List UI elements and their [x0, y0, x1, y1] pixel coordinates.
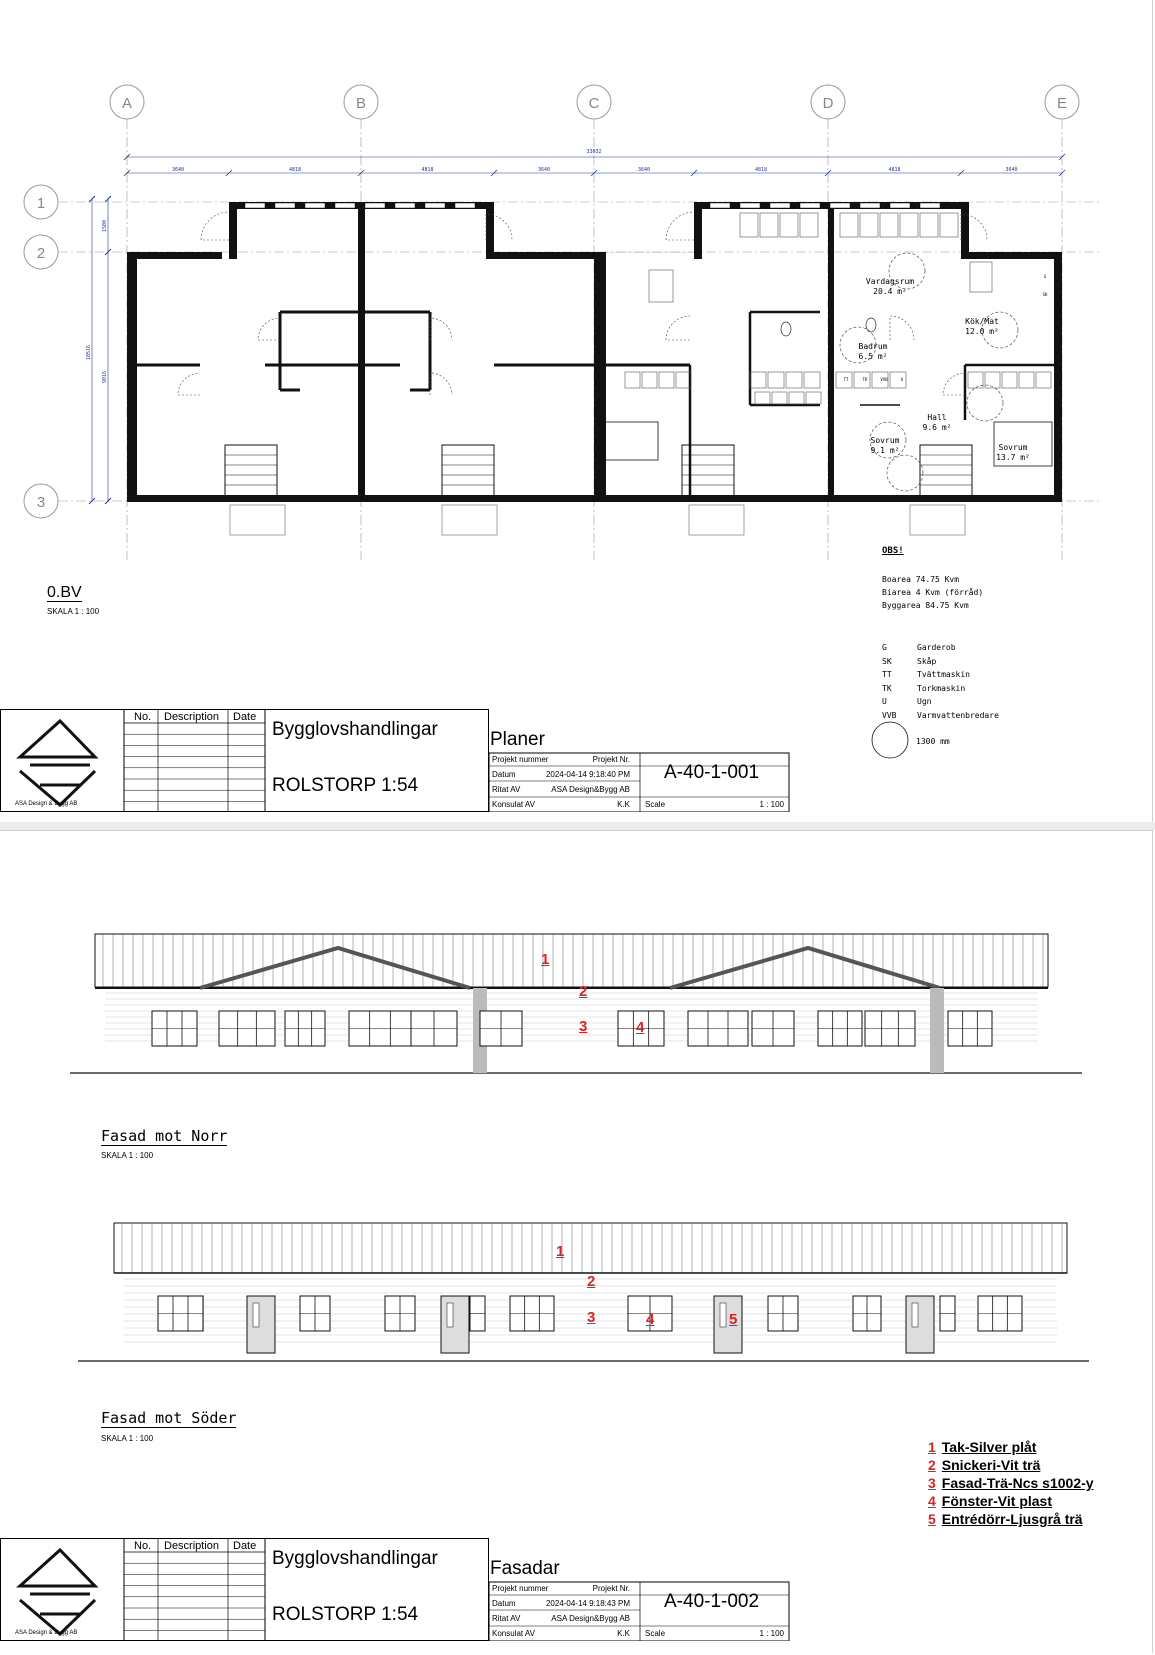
window: [752, 1011, 794, 1046]
turning-circle: [967, 385, 1003, 421]
project-name: ROLSTORP 1:54: [272, 1604, 419, 1625]
rev-header-description: Description: [164, 1540, 220, 1552]
window: [853, 1296, 881, 1331]
wardrobe: [642, 372, 657, 388]
south-marker-1: 1: [556, 1243, 565, 1260]
company-name: ASA Design & Bygg AB: [15, 1630, 78, 1636]
south-roof: [114, 1223, 1067, 1273]
room-name: Sovrum: [870, 436, 900, 445]
dim-segment: 4818: [888, 167, 901, 173]
south-marker-5: 5: [729, 1311, 738, 1328]
appliance-code: TK: [862, 377, 868, 382]
window: [860, 203, 880, 208]
appliance-code: G: [1043, 274, 1047, 279]
area-note-line: Byggarea 84.75 Kvm: [882, 601, 969, 610]
area-note-line: Biarea 4 Kvm (förråd): [882, 588, 984, 597]
turning-circle: [887, 455, 923, 491]
dim-segment: 3640: [637, 167, 651, 173]
wardrobe: [806, 392, 821, 404]
title-block: [0, 1538, 790, 1641]
material-legend-row: 1 Tak-Silver plåt: [928, 1439, 1037, 1455]
sheet-plan: [0, 0, 1153, 822]
dim-segment: 3640: [1005, 167, 1018, 173]
dim-segment: 4818: [754, 167, 768, 173]
scale-label: Scale: [645, 1629, 666, 1638]
konsulat-value: K.K: [617, 800, 630, 809]
window: [411, 1011, 457, 1046]
entrance-door: [441, 1296, 469, 1353]
door-swing: [890, 316, 914, 340]
sheet-elevations: [0, 830, 1153, 1653]
window: [300, 1296, 330, 1331]
wall: [127, 252, 222, 259]
south-elevation-title: Fasad mot Söder: [101, 1409, 237, 1427]
wall: [594, 252, 606, 502]
room-name: Sovrum: [998, 443, 1028, 452]
material-legend-row: 5 Entrédörr-Ljusgrå trä: [928, 1511, 1083, 1527]
wardrobe: [789, 392, 804, 404]
window: [510, 1296, 554, 1331]
wardrobe: [625, 372, 640, 388]
grid-label-row: 2: [36, 245, 46, 262]
abbreviation-row: G Garderob: [882, 643, 956, 652]
scale-label: Scale: [645, 800, 666, 809]
datum-value: 2024-04-14 9:18:43 PM: [545, 1599, 630, 1608]
datum-value: 2024-04-14 9:18:40 PM: [545, 770, 630, 779]
entry-stairs: [920, 445, 972, 497]
entrance-door: [247, 1296, 275, 1353]
grid-label-col: A: [121, 95, 133, 112]
kitchen-cabinet: [780, 213, 798, 237]
company-logo: [20, 721, 95, 805]
window: [470, 1296, 485, 1331]
window: [920, 203, 940, 208]
window: [152, 1011, 197, 1046]
north-marker-1: 1: [541, 951, 550, 968]
rev-header-date: Date: [233, 1540, 257, 1552]
window: [768, 1296, 798, 1331]
room-name: Vardagsrum: [865, 277, 915, 286]
cabinet: [1002, 372, 1017, 388]
kitchen-cabinet: [900, 213, 918, 237]
datum-label: Datum: [492, 770, 516, 779]
ritat-label: Ritat AV: [492, 1614, 521, 1623]
appliance-code: SK: [1042, 292, 1048, 297]
material-legend-row: 2 Snickeri-Vit trä: [928, 1457, 1041, 1473]
wall: [694, 202, 702, 259]
north-pillar: [930, 988, 944, 1073]
sheet-separator: [0, 822, 1155, 830]
dining-table: [649, 270, 673, 302]
kitchen-cabinet: [840, 213, 858, 237]
entry-stairs: [225, 445, 277, 497]
window: [830, 203, 850, 208]
view-title: 0.BV: [47, 584, 82, 601]
window: [688, 1011, 748, 1046]
projekt-nummer-label: Projekt nummer: [492, 755, 549, 764]
company-logo: [20, 1550, 95, 1634]
window: [890, 203, 910, 208]
abbreviation-row: SK Skåp: [882, 656, 937, 666]
ritat-label: Ritat AV: [492, 785, 521, 794]
door-swing: [430, 318, 452, 340]
project-phase: Bygglovshandlingar: [272, 719, 438, 740]
room-area: 13.7 m²: [996, 453, 1030, 462]
door-swing: [666, 212, 694, 240]
konsulat-value: K.K: [617, 1629, 630, 1638]
dim-segment: 3640: [537, 167, 551, 173]
konsulat-label: Konsulat AV: [492, 800, 535, 809]
room-area: 9.1 m²: [870, 446, 900, 455]
datum-label: Datum: [492, 1599, 516, 1608]
wardrobe: [755, 392, 770, 404]
abbreviation-row: TK Torkmaskin: [882, 683, 966, 693]
abbreviation-row: U Ugn: [882, 697, 932, 706]
laundry-unit: [890, 372, 906, 388]
material-legend-row: 4 Fönster-Vit plast: [928, 1493, 1052, 1509]
grid-label-col: C: [588, 95, 600, 112]
dim-vertical: 1500: [102, 219, 108, 232]
appliance-code: VVB: [880, 377, 888, 382]
wardrobe: [772, 392, 787, 404]
grid-label-row: 1: [36, 195, 46, 212]
entry-step: [230, 505, 285, 535]
konsulat-label: Konsulat AV: [492, 1629, 535, 1638]
abbreviation-row: VVB Varmvattenbredare: [882, 710, 999, 720]
window: [245, 203, 265, 208]
rev-header-description: Description: [164, 711, 220, 723]
kitchen-cabinet: [880, 213, 898, 237]
company-name: ASA Design & Bygg AB: [15, 801, 78, 807]
area-note-line: Boarea 74.75 Kvm: [882, 575, 960, 584]
window: [385, 1296, 415, 1331]
window: [349, 1011, 411, 1046]
window: [219, 1011, 275, 1046]
window: [940, 1296, 955, 1331]
window: [455, 203, 475, 208]
wall: [828, 202, 834, 502]
door-swing: [201, 212, 229, 240]
title-block: [0, 709, 790, 812]
kitchen-cabinet: [800, 213, 818, 237]
kitchen-cabinet: [920, 213, 938, 237]
project-phase: Bygglovshandlingar: [272, 1548, 438, 1569]
north-marker-3: 3: [579, 1018, 588, 1035]
turning-circle-label: 1300 mm: [916, 737, 950, 746]
rev-header-no: No.: [134, 711, 152, 723]
south-marker-3: 3: [587, 1309, 596, 1326]
kitchen-cabinet: [860, 213, 878, 237]
window: [305, 203, 325, 208]
window: [865, 1011, 915, 1046]
projekt-nummer-value: Projekt Nr.: [592, 1584, 630, 1593]
window: [425, 203, 445, 208]
grid-label-col: E: [1056, 95, 1068, 112]
turning-circle-legend: [872, 722, 908, 758]
cabinet: [1036, 372, 1051, 388]
north-marker-4: 4: [636, 1019, 645, 1036]
area-notes: [882, 573, 983, 612]
sheet-number: A-40-1-001: [664, 762, 760, 783]
north-elevation-title: Fasad mot Norr: [101, 1127, 228, 1145]
entry-step: [689, 505, 744, 535]
window: [395, 203, 415, 208]
grid-label-col: D: [822, 95, 834, 112]
door-swing: [430, 373, 452, 395]
door-swing: [258, 318, 280, 340]
kitchen-cabinet: [740, 213, 758, 237]
grid-label-row: 3: [36, 494, 46, 511]
room-area: 20.4 m²: [873, 287, 907, 296]
wardrobe: [750, 372, 766, 388]
room-name: Kök/Mat: [965, 317, 999, 326]
dining-table: [970, 262, 992, 292]
window: [275, 203, 295, 208]
south-marker-4: 4: [646, 1311, 655, 1328]
north-elevation-scale: SKALA 1 : 100: [101, 1151, 154, 1160]
wall: [358, 202, 365, 502]
entry-step: [442, 505, 497, 535]
south-marker-2: 2: [587, 1273, 596, 1290]
window: [770, 203, 790, 208]
window: [800, 203, 820, 208]
toilet: [781, 322, 791, 336]
appliance-code: TT: [843, 377, 849, 382]
door-swing: [943, 373, 965, 395]
wall: [1054, 252, 1062, 502]
cabinet: [968, 372, 983, 388]
entrance-door: [714, 1296, 742, 1353]
wall: [127, 252, 137, 502]
notes-heading: OBS!: [882, 546, 904, 556]
window: [710, 203, 730, 208]
cabinet: [985, 372, 1000, 388]
room-area: 6.5 m²: [858, 352, 888, 361]
abbreviation-legend: [882, 641, 999, 722]
room-name: Hall: [927, 413, 947, 422]
wardrobe: [804, 372, 820, 388]
wall: [486, 252, 594, 259]
material-legend: [928, 1438, 1094, 1528]
window: [285, 1011, 325, 1046]
grid-label-col: B: [355, 95, 367, 112]
door-swing: [666, 316, 690, 340]
entrance-door: [906, 1296, 934, 1353]
room-area: 9.6 m²: [922, 423, 952, 432]
wall: [229, 202, 237, 259]
project-name: ROLSTORP 1:54: [272, 775, 419, 796]
window: [158, 1296, 203, 1331]
elevation-drawing: [0, 831, 1152, 1653]
dim-segment: 3640: [171, 167, 185, 173]
scale-value: 1 : 100: [759, 800, 784, 809]
wall: [961, 202, 969, 259]
dim-segment: 4818: [421, 167, 434, 173]
dim-segment: 4818: [288, 167, 302, 173]
window: [978, 1296, 1022, 1331]
cabinet: [1019, 372, 1034, 388]
scale-value: 1 : 100: [759, 1629, 784, 1638]
wardrobe: [768, 372, 784, 388]
dim-vertical: 9016: [102, 370, 108, 383]
entry-stairs: [442, 445, 494, 497]
ritat-value: ASA Design&Bygg AB: [551, 1614, 630, 1623]
wardrobe: [786, 372, 802, 388]
door-swing: [178, 373, 200, 395]
kitchen-cabinet: [760, 213, 778, 237]
appliance-code: U: [900, 377, 904, 382]
rev-header-date: Date: [233, 711, 257, 723]
window: [365, 203, 385, 208]
window: [335, 203, 355, 208]
window: [480, 1011, 522, 1046]
material-legend-row: 3 Fasad-Trä-Ncs s1002-y: [928, 1475, 1094, 1491]
abbreviation-row: TT Tvättmaskin: [882, 670, 970, 679]
dim-vertical: 10516: [86, 344, 92, 360]
projekt-nummer-value: Projekt Nr.: [592, 755, 630, 764]
window: [818, 1011, 862, 1046]
north-marker-2: 2: [579, 983, 588, 1000]
projekt-nummer-label: Projekt nummer: [492, 1584, 549, 1593]
view-scale: SKALA 1 : 100: [47, 607, 100, 616]
entry-step: [910, 505, 965, 535]
wall: [961, 252, 1062, 259]
sheet-number: A-40-1-002: [664, 1591, 760, 1612]
wall: [486, 202, 494, 259]
window: [948, 1011, 992, 1046]
rev-header-no: No.: [134, 1540, 152, 1552]
toilet: [866, 318, 876, 332]
room-name: Badrum: [858, 342, 888, 351]
window: [740, 203, 760, 208]
sheet-title: Fasadar: [490, 1558, 560, 1579]
south-elevation-scale: SKALA 1 : 100: [101, 1434, 154, 1443]
sheet-title: Planer: [490, 729, 545, 750]
ritat-value: ASA Design&Bygg AB: [551, 785, 630, 794]
room-area: 12.0 m²: [965, 327, 999, 336]
kitchen-cabinet: [940, 213, 958, 237]
dim-total: 33032: [586, 149, 602, 155]
bed: [600, 422, 658, 460]
wardrobe: [659, 372, 674, 388]
